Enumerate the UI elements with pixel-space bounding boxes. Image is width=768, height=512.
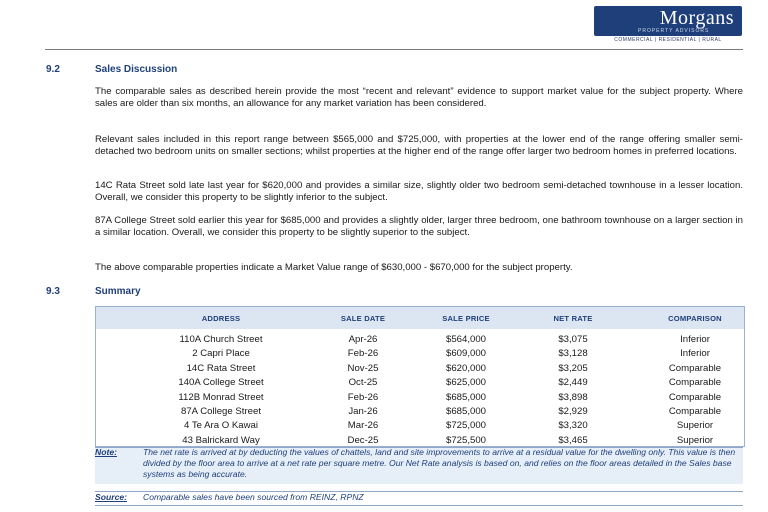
section-number-summary: 9.3 [46,286,60,297]
cell-net-rate: $3,320 [558,420,588,432]
section-number-sales-discussion: 9.2 [46,64,60,75]
cell-address: 43 Balrickard Way [182,434,260,446]
cell-sale-price: $685,000 [445,391,486,403]
cell-comparison: Comparable [668,362,722,374]
paragraph-rata-street: 14C Rata Street sold late last year for $620,000 and provides a similar size, slightly older two bedroom semi-detached townhouse in a lesser location. Overall, we consider this property to be slightly inferior to the subject. [95,180,743,203]
cell-comparison: Comparable [668,391,722,403]
cell-sale-date: Feb-26 [347,348,379,360]
cell-address: 112B Monrad Street [178,391,264,403]
header-divider [45,49,743,50]
cell-comparison: Comparable [668,406,722,417]
logo-name: Morgans [659,7,734,29]
note-text: The net rate is arrived at by deducting the values of chattels, land and site improvements to arrive at a residual value for the dwelling only. This value is then divided by the floor area to arrive at a net rate per square metre. Our Net Rate analysis is based on, and relies on the floor areas detailed in the Sales base systems as being accurate. [143,447,736,480]
cell-address: 14C Rata Street [186,362,256,374]
cell-sale-date: Jan-26 [348,406,378,417]
cell-sale-price: $620,000 [445,362,486,374]
cell-sale-date: Mar-26 [347,420,379,432]
note-label: Note: [95,447,117,457]
cell-sale-date: Nov-25 [347,362,379,374]
source-text: Comparable sales have been sourced from REINZ, RPNZ [143,492,364,502]
header-address: ADDRESS [201,314,241,323]
cell-sale-date: Oct-25 [348,377,378,389]
cell-address: 2 Capri Place [192,348,250,360]
cell-net-rate: $2,929 [558,406,588,417]
source-label: Source: [95,492,127,502]
cell-comparison: Superior [676,420,714,432]
cell-net-rate: $3,205 [558,362,588,374]
section-title-sales-discussion: Sales Discussion [95,64,178,75]
header-sale-date: SALE DATE [340,314,386,323]
sales-summary-table [95,306,745,447]
company-logo [594,6,742,46]
cell-net-rate: $3,128 [558,348,588,360]
header-comparison: COMPARISON [668,314,722,323]
cell-sale-price: $564,000 [445,334,486,345]
cell-sale-date: Feb-26 [347,391,379,403]
section-title-summary: Summary [95,286,141,297]
cell-address: 140A College Street [178,377,264,389]
header-net-rate: NET RATE [553,314,593,323]
logo-subtitle: PROPERTY ADVISORS [638,28,710,34]
cell-net-rate: $3,898 [558,391,588,403]
cell-comparison: Inferior [680,348,710,360]
cell-sale-price: $625,000 [445,377,486,389]
paragraph-range: Relevant sales included in this report range between $565,000 and $725,000, with properties at the lower end of the range offering smaller semi-detached two bedroom units on smaller sections; whilst properties at the higher end of the range offer larger two bedroom homes in preferred locations. [95,134,743,157]
cell-net-rate: $3,075 [558,334,588,345]
cell-address: 4 Te Ara O Kawai [184,420,258,432]
cell-sale-date: Apr-26 [348,334,378,345]
cell-net-rate: $3,465 [558,434,588,446]
paragraph-intro: The comparable sales as described herein provide the most “recent and relevant” evidence to support market value for the subject property. Where sales are older than six months, an allowance for any market variation has been considered. [95,86,743,109]
cell-sale-price: $725,500 [445,434,486,446]
cell-address: 87A College Street [180,406,261,417]
cell-sale-price: $609,000 [445,348,486,360]
logo-tagline: COMMERCIAL | RESIDENTIAL | RURAL [614,37,722,43]
cell-sale-price: $725,000 [445,420,486,432]
paragraph-market-value: The above comparable properties indicate a Market Value range of $630,000 - $670,000 for the subject property. [95,262,573,273]
cell-comparison: Superior [676,434,714,446]
table-header [96,307,744,329]
cell-net-rate: $2,449 [558,377,588,389]
header-sale-price: SALE PRICE [442,314,490,323]
cell-sale-price: $685,000 [445,406,486,417]
cell-comparison: Inferior [680,334,710,345]
cell-sale-date: Dec-25 [347,434,379,446]
cell-address: 110A Church Street [179,334,263,345]
paragraph-college-street: 87A College Street sold earlier this year for $685,000 and provides a slightly older, larger three bedroom, one bathroom townhouse on a larger section in a similar location. Overall, we consider this property to be slightly superior to the subject. [95,215,743,238]
cell-comparison: Comparable [668,377,722,389]
